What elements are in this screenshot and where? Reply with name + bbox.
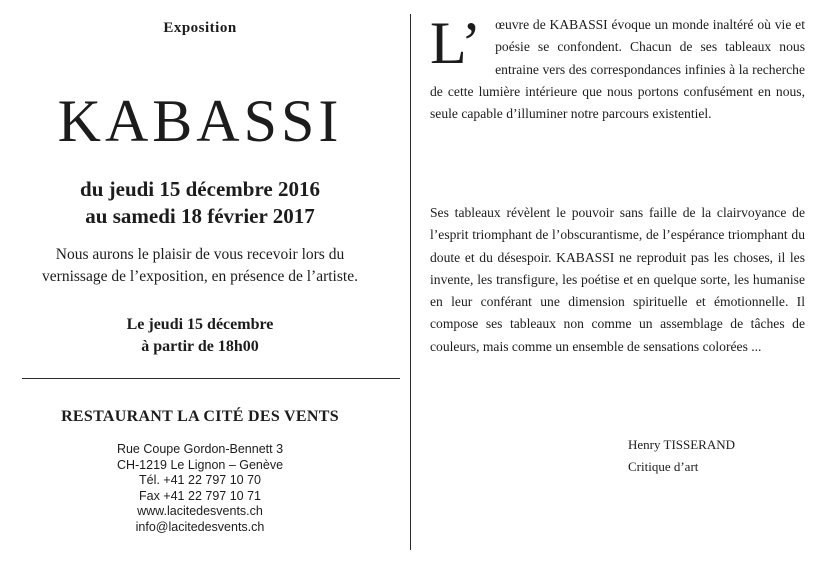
address-city: CH-1219 Le Lignon – Genève <box>116 457 284 472</box>
address-fax: Fax +41 22 797 10 71 <box>139 488 261 503</box>
artist-name-title: KABASSI <box>57 88 343 154</box>
critic-signature <box>628 434 735 478</box>
invitation-text <box>0 244 400 288</box>
vernissage-date: Le jeudi 15 décembre <box>126 316 274 333</box>
exposition-label: Exposition <box>163 20 237 36</box>
address-street: Rue Coupe Gordon-Bennett 3 <box>116 442 284 456</box>
critique-paragraph-2: Ses tableaux révèlent le pouvoir sans faille de la clairvoyance de l’esprit triomphant de l’obscurantisme, de l’espérance triomphant du doute et du désespoir. KABASSI ne reproduit pas les choses, il les invente, les transfigure, les poétise et en quelque sorte, les humanise en leur conférant une dimension spirituelle et émotionnelle. Il compose ses tableaux non comme un assemblage de tâches de couleurs, mais comme un ensemble de sensations colorées ... <box>430 205 805 354</box>
critique-right-panel <box>412 0 817 564</box>
invitation-line-1: Nous aurons le plaisir de vous recevoir lors du <box>55 246 345 263</box>
critic-title: Critique d’art <box>628 459 699 474</box>
critique-paragraph-1 <box>430 10 805 125</box>
exhibition-dates <box>0 176 400 230</box>
invitation-line-2: vernissage de l’exposition, en présence de l’artiste. <box>42 268 358 285</box>
venue-name: RESTAURANT LA CITÉ DES VENTS <box>61 408 339 425</box>
invitation-left-panel <box>0 0 408 564</box>
vertical-divider <box>410 14 411 550</box>
address-website[interactable]: www.lacitedesvents.ch <box>137 504 263 518</box>
critic-name: Henry TISSERAND <box>628 437 736 452</box>
vernissage-time <box>0 314 400 358</box>
address-phone: Tél. +41 22 797 10 70 <box>139 473 261 487</box>
date-start: du jeudi 15 décembre 2016 <box>80 177 320 201</box>
drop-cap-letter: L’ <box>430 10 482 76</box>
address-email[interactable]: info@lacitedesvents.ch <box>135 519 265 534</box>
horizontal-divider <box>22 378 400 379</box>
paragraph-1-text: œuvre de KABASSI évoque un monde inaltéré où vie et poésie se confondent. Chacun de ses tableaux nous entraine vers des correspondances infinies à la recherche de cette lumière intérieure que nous portons confusément en nous, seule capable d’illuminer notre parcours existentiel. <box>430 17 805 122</box>
date-end: au samedi 18 février 2017 <box>85 204 315 228</box>
vernissage-hour: à partir de 18h00 <box>141 338 259 355</box>
venue-address <box>0 442 400 535</box>
